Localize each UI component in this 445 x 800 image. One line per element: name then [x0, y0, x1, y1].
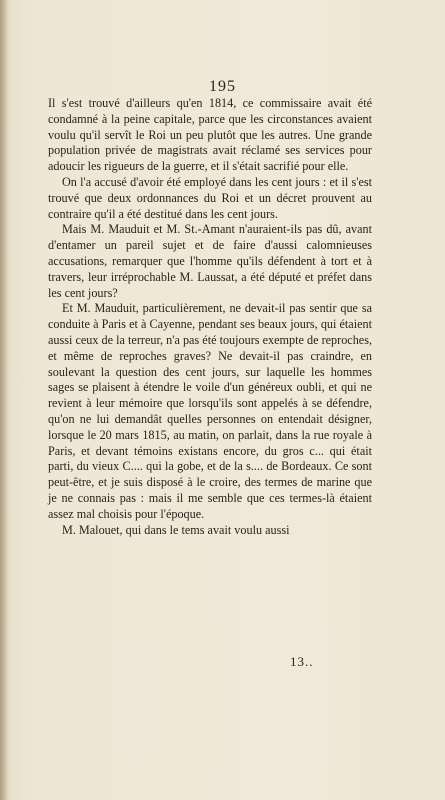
paragraph: M. Malouet, qui dans le tems avait voulu aussi: [62, 522, 290, 537]
page-number: 195: [209, 78, 236, 95]
signature-mark: 13..: [290, 654, 314, 669]
paragraph: Et M. Mauduit, particulièrement, ne devait-il pas sentir que sa conduite à Paris et à Cayenne, pendant ses beaux jours, qui étaient aussi ceux de la terreur, n'a pas été toujours exempte de reproches, et même de reproches graves? Ne devait-il pas craindre, en soulevant la question des cent jours, sur laquelle les hommes sages se plaisent à étendre le voile d'un généreux oubli, et qui ne revient à leur mémoire que lorsqu'ils sont appelés à se défendre, qu'on ne lui demandât quelles personnes on entendait désigner, lorsque le 20 mars 1815, au matin, on parlait, dans la rue royale à Paris, et devant témoins existans encore, du gros c... qui était parti, du vieux C.... qui la gobe, et de la s.... de Bordeaux. Ce sont peut-être, et je suis disposé à le croire, des termes de marine que je ne connais pas : mais il me semble que ces termes-là étaient assez mal choisis pour l'époque.: [48, 301, 372, 521]
paragraph: Mais M. Mauduit et M. St.-Amant n'auraient-ils pas dû, avant d'entamer un pareil sujet et de faire d'aussi calomnieuses accusations, remarquer que l'homme qu'ils défendent à tort et à travers, leur irréprochable M. Laussat, a été député et préfet dans les cent jours?: [48, 222, 372, 300]
body-text: [48, 96, 372, 538]
paragraph: Il s'est trouvé d'ailleurs qu'en 1814, ce commissaire avait été condamné à la peine capitale, parce que les circonstances avaient voulu qu'il servît le Roi un peu plutôt que les autres. Une grande population privée de magistrats avait réclamé ses services pour adoucir les rigueurs de la guerre, et il s'était sacrifié pour elle.: [48, 96, 372, 174]
paragraph: On l'a accusé d'avoir été employé dans les cent jours : et il s'est trouvé que deux ordonnances du Roi et un décret prouvent au contraire qu'il a été destitué dans les cent jours.: [48, 174, 372, 221]
